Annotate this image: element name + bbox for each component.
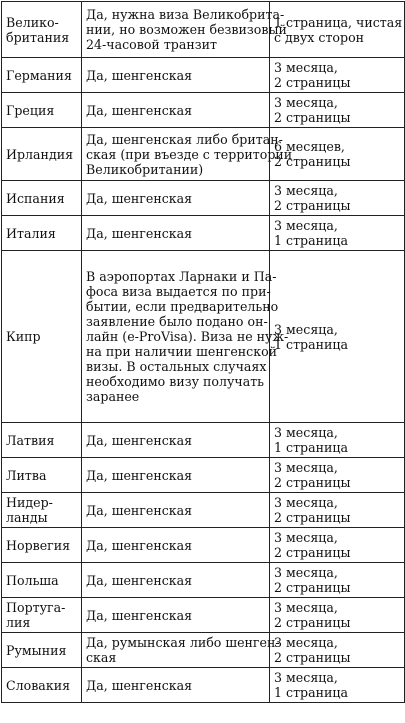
- stay-cell: [270, 633, 405, 668]
- visa-text-line: бытии, если предварительно: [86, 299, 279, 314]
- stay-text-line: 3 месяца,: [274, 60, 338, 75]
- visa-text-line: Да, шенгенская: [86, 190, 193, 206]
- visa-text-line: Да, шенгенская: [86, 607, 193, 623]
- visa-text-line: Да, шенгенская: [86, 502, 193, 518]
- country-text-line: Словакия: [6, 677, 71, 693]
- table-row: [2, 423, 405, 458]
- visa-text-line: В аэропортах Ларнаки и Па-: [86, 269, 277, 284]
- visa-cell: [82, 633, 280, 668]
- visa-requirements-table: [1, 1, 405, 703]
- table-row: [2, 668, 405, 703]
- country-text-line: лия: [6, 615, 31, 630]
- country-cell: [2, 598, 82, 633]
- visa-cell: [82, 58, 270, 93]
- visa-cell: [82, 528, 270, 563]
- table-row: [2, 2, 405, 58]
- table-row: [2, 493, 405, 528]
- stay-text-line: 3 месяца,: [274, 321, 338, 337]
- stay-text-line: 2 страницы: [274, 110, 351, 125]
- stay-cell: [270, 93, 405, 128]
- stay-text-line: 2 страницы: [274, 650, 351, 665]
- stay-text-line: 1 страница, чистая: [274, 14, 403, 30]
- stay-text-line: 6 месяцев,: [274, 139, 345, 154]
- stay-cell: [270, 493, 405, 528]
- table-row: [2, 58, 405, 93]
- visa-cell: [82, 2, 287, 58]
- visa-text-line: Да, шенгенская: [86, 677, 193, 693]
- table-row: [2, 598, 405, 633]
- country-text-line: Испания: [6, 190, 65, 206]
- stay-text-line: 2 страницы: [274, 615, 351, 630]
- table-row: [2, 216, 405, 251]
- stay-cell: [270, 668, 405, 703]
- visa-cell: [82, 458, 270, 493]
- visa-text-line: заранее: [86, 389, 140, 404]
- stay-text-line: 2 страницы: [274, 510, 351, 525]
- country-cell: [2, 181, 82, 216]
- visa-text-line: нии, но возможен безвизовый: [86, 22, 287, 37]
- visa-cell: [82, 181, 270, 216]
- visa-text-line: Да, шенгенская либо британ-: [86, 131, 283, 147]
- stay-text-line: 2 страницы: [274, 154, 351, 169]
- stay-cell: [270, 458, 405, 493]
- stay-text-line: 3 месяца,: [274, 565, 338, 580]
- stay-text-line: 2 страницы: [274, 75, 351, 90]
- visa-text-line: необходимо визу получать: [86, 374, 265, 389]
- country-text-line: британия: [6, 29, 70, 45]
- stay-cell: [270, 423, 405, 458]
- stay-text-line: 1 страница: [274, 685, 349, 700]
- visa-cell: [82, 668, 270, 703]
- stay-text-line: 3 месяца,: [274, 635, 338, 650]
- country-cell: [2, 216, 82, 251]
- country-text-line: Нидер-: [6, 495, 53, 510]
- visa-text-line: 24-часовой транзит: [86, 37, 217, 52]
- stay-cell: [270, 598, 405, 633]
- stay-cell: [270, 251, 405, 423]
- country-text-line: ланды: [6, 510, 48, 525]
- stay-text-line: 3 месяца,: [274, 495, 338, 510]
- table-row: [2, 528, 405, 563]
- visa-text-line: Да, шенгенская: [86, 467, 193, 483]
- country-cell: [2, 668, 82, 703]
- stay-cell: [270, 216, 405, 251]
- visa-text-line: Да, шенгенская: [86, 225, 193, 241]
- country-text-line: Литва: [6, 467, 47, 483]
- visa-text-line: ская (при въезде с территории: [86, 146, 293, 162]
- country-cell: [2, 2, 82, 58]
- country-cell: [2, 128, 82, 181]
- stay-text-line: 3 месяца,: [274, 183, 338, 198]
- stay-text-line: 3 месяца,: [274, 218, 338, 233]
- country-cell: [2, 458, 82, 493]
- visa-text-line: Да, шенгенская: [86, 537, 193, 553]
- table-row: [2, 251, 405, 423]
- stay-text-line: 3 месяца,: [274, 95, 338, 110]
- country-cell: [2, 528, 82, 563]
- stay-text-line: 3 месяца,: [274, 670, 338, 685]
- visa-text-line: Да, нужна виза Великобрита-: [86, 7, 285, 22]
- country-cell: [2, 493, 82, 528]
- stay-cell: [270, 528, 405, 563]
- visa-text-line: фоса виза выдается по при-: [86, 284, 271, 299]
- country-text-line: Румыния: [6, 642, 67, 658]
- country-cell: [2, 58, 82, 93]
- visa-text-line: Да, шенгенская: [86, 67, 193, 83]
- visa-cell: [82, 493, 270, 528]
- visa-text-line: заявление было подано он-: [86, 314, 268, 329]
- stay-text-line: 2 страницы: [274, 580, 351, 595]
- table-row: [2, 93, 405, 128]
- table-row: [2, 458, 405, 493]
- stay-text-line: 3 месяца,: [274, 460, 338, 475]
- visa-cell: [82, 216, 270, 251]
- country-cell: [2, 633, 82, 668]
- visa-text-line: визы. В остальных случаях: [86, 359, 267, 374]
- table-row: [2, 181, 405, 216]
- stay-text-line: 3 месяца,: [274, 530, 338, 545]
- stay-text-line: 1 страница: [274, 233, 349, 248]
- stay-text-line: 1 страница: [274, 336, 349, 352]
- visa-text-line: Да, шенгенская: [86, 102, 193, 118]
- country-cell: [2, 563, 82, 598]
- table-row: [2, 563, 405, 598]
- visa-text-line: Да, румынская либо шенген-: [86, 635, 280, 650]
- stay-text-line: 3 месяца,: [274, 425, 338, 440]
- country-text-line: Ирландия: [6, 146, 74, 162]
- stay-cell: [270, 181, 405, 216]
- visa-cell: [82, 93, 270, 128]
- table-row: [2, 633, 405, 668]
- visa-text-line: Великобритании): [86, 161, 204, 177]
- country-text-line: Германия: [6, 67, 72, 83]
- stay-text-line: 1 страница: [274, 440, 349, 455]
- visa-text-line: лайн (e-ProVisa). Виза не нуж-: [86, 329, 289, 344]
- visa-text-line: Да, шенгенская: [86, 432, 193, 448]
- visa-cell: [82, 251, 289, 423]
- country-text-line: Италия: [6, 225, 56, 241]
- country-text-line: Велико-: [6, 14, 59, 30]
- visa-text-line: на при наличии шенгенской: [86, 344, 278, 359]
- stay-cell: [270, 128, 405, 181]
- stay-text-line: 2 страницы: [274, 198, 351, 213]
- visa-cell: [82, 423, 270, 458]
- table-body: [2, 2, 405, 703]
- visa-text-line: ская: [86, 650, 117, 665]
- stay-text-line: с двух сторон: [274, 29, 365, 45]
- country-cell: [2, 423, 82, 458]
- stay-text-line: 2 страницы: [274, 545, 351, 560]
- visa-cell: [82, 128, 293, 181]
- country-text-line: Греция: [6, 102, 55, 118]
- table-row: [2, 128, 405, 181]
- country-text-line: Латвия: [6, 432, 55, 448]
- stay-text-line: 2 страницы: [274, 475, 351, 490]
- stay-cell: [270, 58, 405, 93]
- visa-cell: [82, 563, 270, 598]
- stay-text-line: 3 месяца,: [274, 600, 338, 615]
- stay-cell: [270, 563, 405, 598]
- country-text-line: Польша: [6, 572, 59, 588]
- visa-text-line: Да, шенгенская: [86, 572, 193, 588]
- stay-cell: [270, 2, 405, 58]
- country-text-line: Норвегия: [6, 537, 71, 553]
- country-cell: [2, 93, 82, 128]
- country-cell: [2, 251, 82, 423]
- country-text-line: Кипр: [6, 329, 41, 344]
- country-text-line: Португа-: [6, 600, 66, 615]
- visa-cell: [82, 598, 270, 633]
